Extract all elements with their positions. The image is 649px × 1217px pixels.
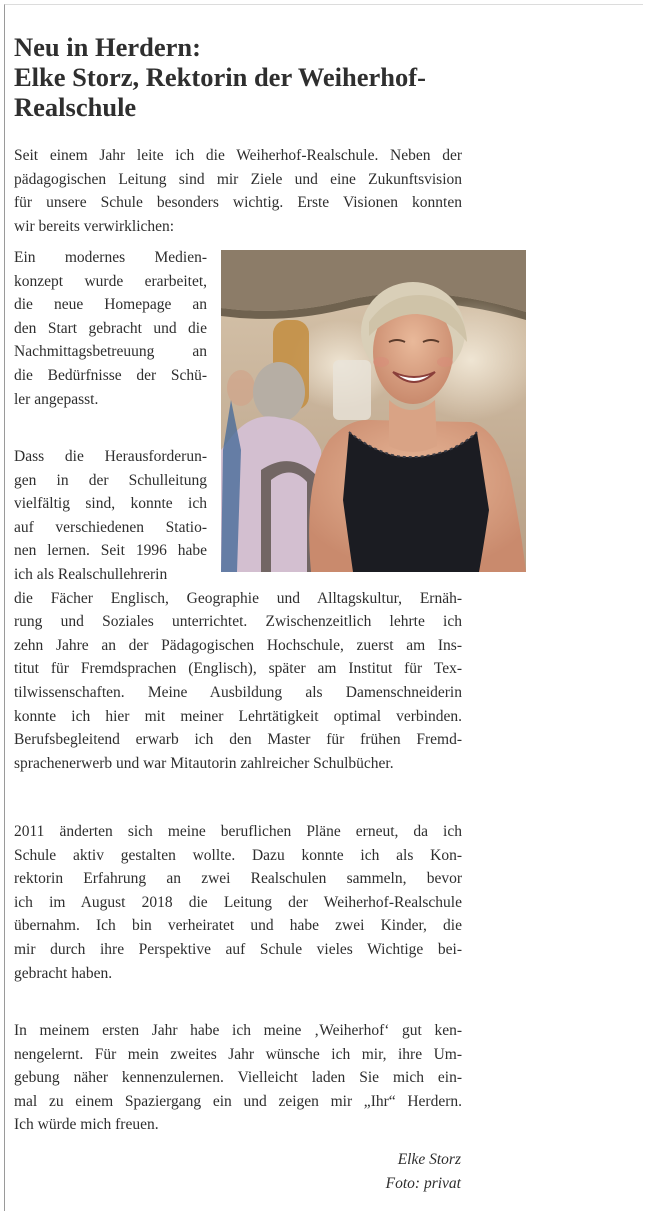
text-line: 2011 änderten sich meine beruflichen Pläne erneut, da ich [14,823,462,840]
text-line: In meinem ersten Jahr habe ich meine ‚Weiherhof‘ gut ken- [14,1022,462,1039]
photo-credit: Foto: privat [385,1175,461,1192]
text-line: konnte ich hier mit meiner Lehrtätigkeit optimal verbinden. [14,707,462,725]
paragraph-media-concept [14,246,207,411]
text-line: nengelernt. Für mein zweites Jahr wünsche ich mir, ihre Um- [14,1045,462,1063]
text-line: konzept wurde erarbeitet, [14,272,207,290]
text-line: mal zu einem Spaziergang ein und zeigen mir „Ihr“ Herdern. [14,1092,462,1110]
text-line: ich im August 2018 die Leitung der Weiherhof-Realschule [14,893,462,911]
text-line: Ich würde mich freuen. [14,1116,159,1134]
text-line: zehn Jahre an der Pädagogischen Hochschule, zuerst am Ins- [14,636,462,654]
portrait-photo [221,250,526,572]
text-line: vielfältig sind, konnte ich [14,495,207,513]
title-line: Neu in Herdern: [14,32,201,62]
text-line: ich als Realschullehrerin [14,565,168,583]
text-line: Berufsbegleitend erwarb ich den Master für frühen Fremd- [14,731,462,749]
text-line: nen lernen. Seit 1996 habe [14,542,207,560]
text-line: titut für Fremdsprachen (Englisch), später am Institut für Tex- [14,660,462,678]
text-line: Ein modernes Medien- [14,249,207,266]
text-line: sprachenerwerb und war Mitautorin zahlreicher Schulbücher. [14,754,394,772]
signature [386,1148,461,1196]
paragraph-first-year [14,1019,462,1137]
title-line: Realschule [14,92,137,122]
title-line: Elke Storz, Rektorin der Weiherhof- [14,62,426,92]
text-line: für unsere Schule besonders wichtig. Erste Visionen konnten [14,194,462,212]
text-line: gen in der Schulleitung [14,471,207,489]
text-line: Seit einem Jahr leite ich die Weiherhof-Realschule. Neben der [14,147,462,164]
text-line: Nachmittagsbetreuung an [14,343,207,361]
text-line: übernahm. Ich bin verheiratet und habe zwei Kinder, die [14,917,462,935]
article-title [14,32,426,122]
author-name: Elke Storz [397,1151,461,1168]
text-line: wir bereits verwirklichen: [14,217,175,235]
text-line: ler angepasst. [14,390,99,408]
text-line: die Bedürfnisse der Schü- [14,366,207,384]
text-line: pädagogischen Leitung sind mir Ziele und eine Zukunftsvision [14,170,462,188]
text-line: den Start gebracht und die [14,319,207,337]
text-line: rung und Soziales unterrichtet. Zwischenzeitlich lehrte ich [14,613,462,631]
text-line: die Fächer Englisch, Geographie und Alltagskultur, Ernäh- [14,589,462,607]
text-line: auf verschiedenen Statio- [14,518,207,536]
text-line: Dass die Herausforderun- [14,448,207,465]
text-line: gebracht haben. [14,964,113,982]
text-line: mir durch ihre Perspektive auf Schule vieles Wichtige bei- [14,940,462,958]
portrait-illustration [221,250,526,572]
paragraph-2011 [14,820,462,985]
intro-paragraph [14,144,462,238]
text-line: rektorin Erfahrung an zwei Realschulen sammeln, bevor [14,870,462,888]
text-line: die neue Homepage an [14,296,207,314]
text-line: gebung näher kennenzulernen. Vielleicht laden Sie mich ein- [14,1069,462,1087]
text-line: Schule aktiv gestalten wollte. Dazu konnte ich als Kon- [14,846,462,864]
text-line: tilwissenschaften. Meine Ausbildung als Damenschneiderin [14,683,462,701]
